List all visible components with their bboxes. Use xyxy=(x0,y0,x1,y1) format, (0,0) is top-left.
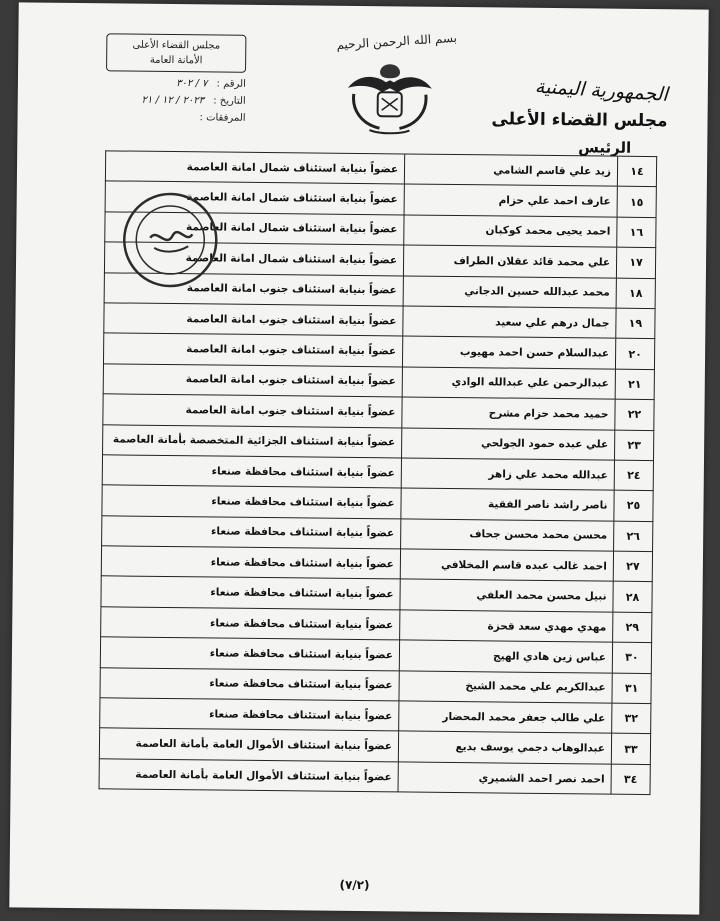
row-number: ٢٩ xyxy=(613,612,652,643)
member-name: عارف احمد علي حزام xyxy=(404,184,617,217)
row-number: ٢٦ xyxy=(614,521,653,552)
member-name: ناصر راشد ناصر الفقية xyxy=(401,488,614,521)
assignment: عضواً بنيابة استئناف شمال امانة العاصمة xyxy=(105,212,404,246)
row-number: ٢٧ xyxy=(613,551,652,582)
member-name: زيد علي قاسم الشامي xyxy=(404,154,617,187)
assignment: عضواً بنيابة استئناف جنوب امانة العاصمة xyxy=(104,303,403,337)
assignment: عضواً بنيابة استئناف شمال امانة العاصمة xyxy=(104,242,403,276)
row-number: ١٥ xyxy=(617,187,656,218)
member-name: احمد نصر احمد الشميري xyxy=(398,762,611,795)
ref-date-line xyxy=(106,94,246,106)
assignment: عضواً بنيابة استئناف الأموال العامة بأمانة العاصمة xyxy=(99,728,398,762)
basmala-text: بسم الله الرحمن الرحيم xyxy=(336,30,458,52)
assignment: عضواً بنيابة استئناف محافظة صنعاء xyxy=(100,667,399,701)
ref-date-value: ٢٠٢٣ / ١٢ / ٢١ xyxy=(141,94,205,107)
stamp-line-secretariat: الأمانة العامة xyxy=(149,54,203,67)
member-name: عباس زين هادي الهيج xyxy=(399,640,612,673)
row-number: ٣١ xyxy=(612,673,651,704)
member-name: علي محمد قائد عقلان الطراف xyxy=(403,245,616,278)
assignment: عضواً بنيابة استئناف محافظة صنعاء xyxy=(101,607,400,641)
member-name: محسن محمد محسن جحاف xyxy=(401,519,614,552)
row-number: ٣٤ xyxy=(611,764,650,795)
council-title: مجلس القضاء الأعلى xyxy=(491,109,668,132)
row-number: ٢٠ xyxy=(615,339,654,370)
member-name: محمد عبدالله حسين الدجاني xyxy=(403,276,616,309)
row-number: ٢٣ xyxy=(614,430,653,461)
assignment: عضواً بنيابة استئناف محافظة صنعاء xyxy=(102,455,401,489)
row-number: ٣٣ xyxy=(611,734,650,765)
row-number: ٣٢ xyxy=(612,703,651,734)
member-name: حميد محمد حزام مشرح xyxy=(402,397,615,430)
row-number: ١٤ xyxy=(617,156,656,187)
assignment: عضواً بنيابة استئناف محافظة صنعاء xyxy=(101,576,400,610)
assignment: عضواً بنيابة استئناف محافظة صنعاء xyxy=(100,637,399,671)
ref-attachments-label: المرفقات : xyxy=(199,112,246,124)
president-title: الرئيس xyxy=(578,138,632,157)
assignment: عضواً بنيابة استئناف شمال امانة العاصمة xyxy=(105,151,404,185)
assignment: عضواً بنيابة استئناف شمال امانة العاصمة xyxy=(105,181,404,215)
document-page xyxy=(9,2,708,914)
member-name: عبدالوهاب دجمي يوسف بديع xyxy=(398,731,611,764)
assignment: عضواً بنيابة استئناف جنوب امانة العاصمة xyxy=(103,364,402,398)
issuer-header xyxy=(491,77,668,157)
assignment: عضواً بنيابة استئناف محافظة صنعاء xyxy=(101,546,400,580)
member-name: مهدي مهدي سعد قحزة xyxy=(400,610,613,643)
reference-block xyxy=(106,33,247,123)
row-number: ١٧ xyxy=(616,247,655,278)
assignment: عضواً بنيابة استئناف الجزائية المتخصصة بأمانة العاصمة xyxy=(103,424,402,458)
ref-date-label: التاريخ : xyxy=(213,95,246,107)
assignment: عضواً بنيابة استئناف جنوب امانة العاصمة xyxy=(103,394,402,428)
row-number: ١٨ xyxy=(616,278,655,309)
member-name: احمد يحيى محمد كوكبان xyxy=(404,215,617,248)
assignment: عضواً بنيابة استئناف جنوب امانة العاصمة xyxy=(104,272,403,306)
republic-title: الجمهورية اليمنية xyxy=(534,75,669,106)
assignment: عضواً بنيابة استئناف محافظة صنعاء xyxy=(102,485,401,519)
assignment: عضواً بنيابة استئناف الأموال العامة بأمانة العاصمة xyxy=(99,759,398,793)
ref-number-label: الرقم : xyxy=(216,78,246,90)
row-number: ٢١ xyxy=(615,369,654,400)
ref-number-value: ٧ / ٣٠٢ xyxy=(176,78,208,90)
member-name: عبدالرحمن علي عبدالله الوادي xyxy=(402,367,615,400)
table-row xyxy=(99,759,650,795)
assignment: عضواً بنيابة استئناف محافظة صنعاء xyxy=(102,515,401,549)
row-number: ١٦ xyxy=(617,217,656,248)
assignment: عضواً بنيابة استئناف جنوب امانة العاصمة xyxy=(103,333,402,367)
row-number: ١٩ xyxy=(616,308,655,339)
secretariat-stamp xyxy=(106,33,246,72)
member-name: علي عبده حمود الجولحي xyxy=(402,427,615,460)
official-round-stamp xyxy=(120,189,221,290)
row-number: ٢٨ xyxy=(613,582,652,613)
member-name: عبدالكريم علي محمد الشيخ xyxy=(399,671,612,704)
row-number: ٢٥ xyxy=(614,490,653,521)
member-name: عبدالسلام حسن احمد مهيوب xyxy=(402,336,615,369)
member-name: جمال درهم علي سعيد xyxy=(403,306,616,339)
member-name: علي طالب جعفر محمد المحضار xyxy=(399,701,612,734)
member-name: عبدالله محمد علي زاهر xyxy=(401,458,614,491)
page-number: (٧/٢) xyxy=(339,877,370,893)
assignment: عضواً بنيابة استئناف محافظة صنعاء xyxy=(100,698,399,732)
member-name: نبيل محسن محمد العلفي xyxy=(400,579,613,612)
row-number: ٣٠ xyxy=(612,642,651,673)
row-number: ٢٢ xyxy=(615,399,654,430)
row-number: ٢٤ xyxy=(614,460,653,491)
ref-attachments-line xyxy=(106,111,246,123)
ref-number-line xyxy=(106,77,246,89)
national-emblem-icon xyxy=(339,58,440,139)
stamp-line-council: مجلس القضاء الأعلى xyxy=(132,39,221,52)
member-name: احمد غالب عبده قاسم المخلافي xyxy=(400,549,613,582)
